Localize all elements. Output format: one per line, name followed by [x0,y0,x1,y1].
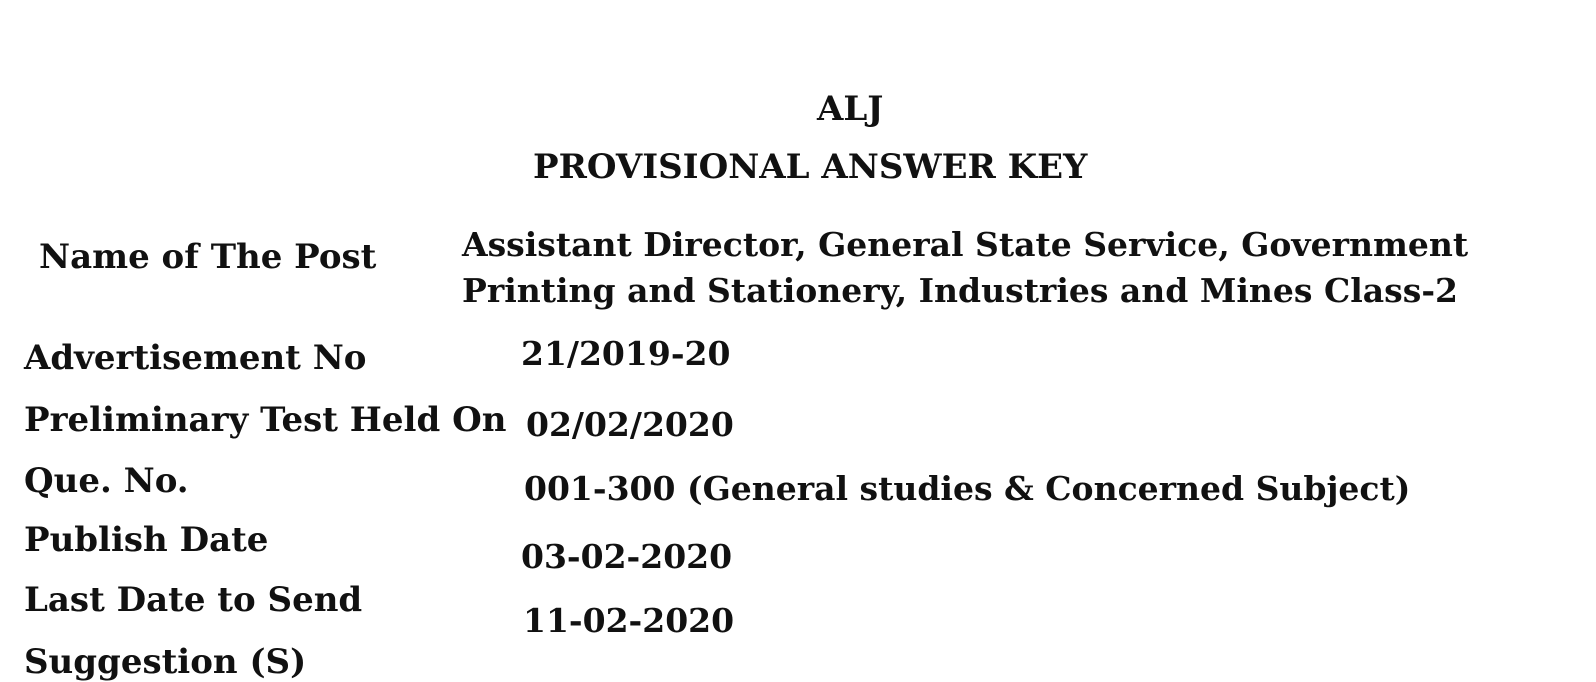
suggestion-label: Suggestion (S) [24,642,307,682]
publish-date-label: Publish Date [24,520,269,560]
advertisement-label: Advertisement No [24,338,367,378]
question-number-label: Que. No. [24,461,189,501]
post-value: Assistant Director, General State Service, Government Printing and Stationery, Industries and Mines Class-2 [462,225,1469,310]
last-date-label: Last Date to Send [24,580,363,620]
publish-date-value: 03-02-2020 [521,537,733,576]
advertisement-value: 21/2019-20 [521,334,731,373]
question-number-value: 001-300 (General studies & Concerned Subject) [524,469,1411,508]
preliminary-test-label: Preliminary Test Held On [24,400,507,440]
document-title: ALJ [817,89,884,129]
post-label: Name of The Post [39,237,377,277]
last-date-value: 11-02-2020 [523,601,735,640]
preliminary-test-value: 02/02/2020 [526,405,734,444]
document-subtitle: PROVISIONAL ANSWER KEY [533,147,1088,187]
